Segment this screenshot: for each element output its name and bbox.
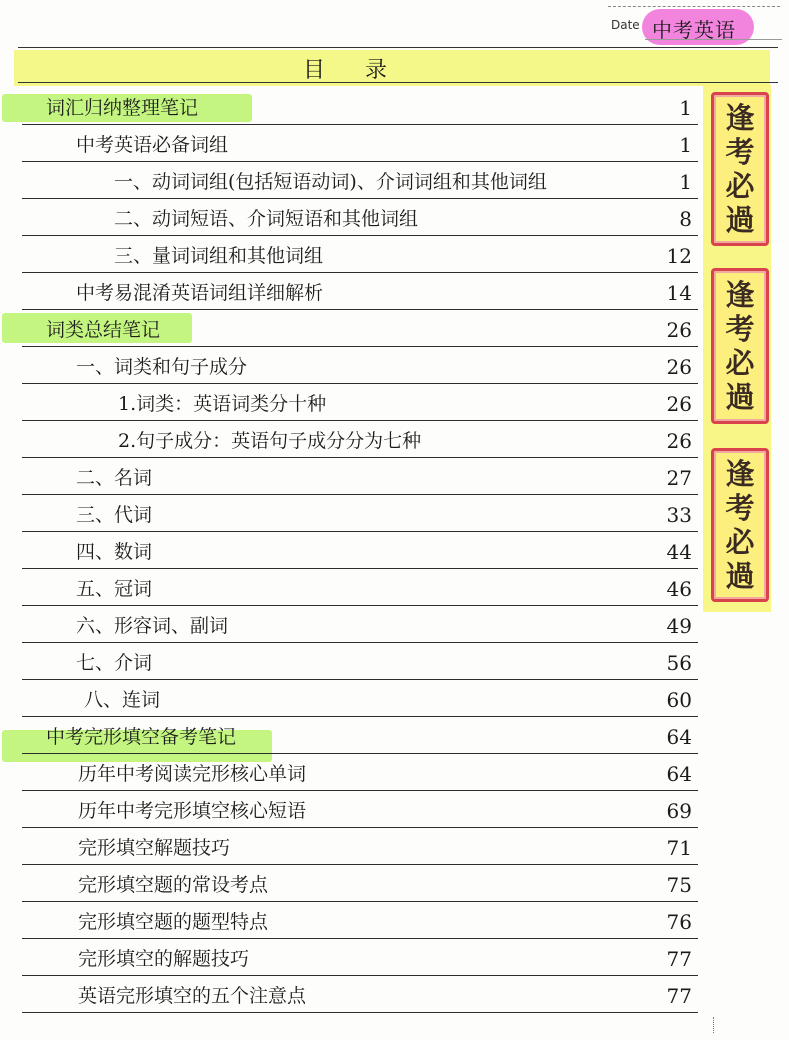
toc-entry-label: 完形填空的解题技巧	[78, 948, 250, 970]
toc-entry-page: 26	[666, 392, 692, 416]
toc-row	[22, 642, 698, 680]
toc-entry-label: 三、量词词组和其他词组	[114, 245, 324, 267]
toc-row	[22, 864, 698, 902]
stamp-char: 必	[725, 169, 755, 203]
toc-entry-label: 七、介词	[76, 652, 153, 674]
toc-entry-page: 33	[666, 503, 692, 527]
toc-entry-page: 75	[666, 873, 692, 897]
date-value: 中考英语	[652, 18, 736, 42]
date-underline	[645, 39, 782, 40]
toc-entry-page: 76	[666, 910, 692, 934]
toc-row	[22, 383, 698, 421]
top-dashed-line	[608, 6, 780, 7]
toc-entry-page: 46	[666, 577, 692, 601]
title-top-rule	[18, 47, 778, 48]
toc-entry-label: 四、数词	[76, 541, 153, 563]
toc-entry-page: 64	[666, 762, 692, 786]
toc-row	[22, 716, 698, 754]
toc-row	[22, 901, 698, 939]
toc-row	[22, 790, 698, 828]
toc-row	[22, 679, 698, 717]
toc-entry-label: 英语完形填空的五个注意点	[78, 985, 307, 1007]
toc-row	[22, 568, 698, 606]
toc-entry-label: 词类总结笔记	[46, 319, 161, 341]
toc-row	[22, 272, 698, 310]
toc-entry-page: 1	[679, 170, 692, 194]
toc-entry-label: 八、连词	[84, 689, 161, 711]
toc-row	[22, 346, 698, 384]
stamp-3	[711, 448, 769, 602]
toc-entry-label: 完形填空解题技巧	[78, 837, 231, 859]
toc-entry-page: 27	[666, 466, 692, 490]
stamp-char: 考	[725, 491, 755, 525]
stamp-char: 逢	[725, 101, 755, 135]
toc-row	[22, 531, 698, 569]
stamp-char: 必	[725, 525, 755, 559]
toc-entry-label: 六、形容词、副词	[76, 615, 229, 637]
toc-row	[22, 161, 698, 199]
toc-entry-label: 中考完形填空备考笔记	[46, 726, 237, 748]
toc-row	[22, 975, 698, 1013]
stamp-char: 考	[725, 312, 755, 346]
toc-entry-label: 历年中考完形填空核心短语	[78, 800, 307, 822]
stamp-char: 過	[725, 203, 755, 237]
stamp-2	[711, 268, 769, 424]
toc-row	[22, 87, 698, 125]
toc-entry-page: 14	[666, 281, 692, 305]
stamp-char: 必	[725, 346, 755, 380]
toc-entry-page: 26	[666, 429, 692, 453]
toc-entry-page: 1	[679, 96, 692, 120]
toc-entry-label: 二、动词短语、介词短语和其他词组	[114, 208, 419, 230]
toc-entry-page: 26	[666, 318, 692, 342]
toc-row	[22, 309, 698, 347]
toc-entry-label: 一、动词词组(包括短语动词)、介词词组和其他词组	[114, 171, 547, 193]
toc-entry-label: 三、代词	[76, 504, 153, 526]
toc-entry-label: 一、词类和句子成分	[76, 356, 248, 378]
stamp-char: 逢	[725, 457, 755, 491]
toc-row	[22, 198, 698, 236]
toc-entry-page: 77	[666, 984, 692, 1008]
toc-row	[22, 827, 698, 865]
toc-entry-page: 12	[666, 244, 692, 268]
toc-row	[22, 494, 698, 532]
toc-entry-page: 49	[666, 614, 692, 638]
toc-entry-label: 完形填空题的题型特点	[78, 911, 269, 933]
toc-entry-page: 64	[666, 725, 692, 749]
toc-entry-page: 26	[666, 355, 692, 379]
toc-entry-page: 77	[666, 947, 692, 971]
toc-entry-page: 56	[666, 651, 692, 675]
toc-entry-label: 中考易混淆英语词组详细解析	[76, 282, 324, 304]
toc-entry-label: 中考英语必备词组	[76, 134, 229, 156]
toc-entry-page: 1	[679, 133, 692, 157]
bottom-dotted-mark	[713, 1017, 716, 1033]
toc-entry-page: 8	[679, 207, 692, 231]
toc-row	[22, 457, 698, 495]
toc-entry-page: 69	[666, 799, 692, 823]
stamp-1	[711, 92, 769, 246]
stamp-char: 逢	[725, 278, 755, 312]
page-title: 目录	[303, 58, 428, 83]
stamp-char: 過	[725, 380, 755, 414]
toc-row	[22, 124, 698, 162]
toc-row	[22, 938, 698, 976]
toc-entry-label: 历年中考阅读完形核心单词	[78, 763, 307, 785]
date-label: Date	[611, 18, 640, 32]
toc-entry-label: 五、冠词	[76, 578, 153, 600]
toc-entry-label: 词汇归纳整理笔记	[46, 97, 199, 119]
toc-entry-label: 完形填空题的常设考点	[78, 874, 269, 896]
toc-entry-page: 44	[666, 540, 692, 564]
toc-entry-label: 2.句子成分：英语句子成分分为七种	[118, 430, 422, 452]
toc-entry-label: 二、名词	[76, 467, 153, 489]
toc-entry-page: 71	[666, 836, 692, 860]
toc-row	[22, 420, 698, 458]
toc-entry-page: 60	[666, 688, 692, 712]
toc-row	[22, 753, 698, 791]
stamp-char: 過	[725, 559, 755, 593]
toc-row	[22, 235, 698, 273]
toc-row	[22, 605, 698, 643]
toc-entry-label: 1.词类：英语词类分十种	[118, 393, 327, 415]
stamp-char: 考	[725, 135, 755, 169]
